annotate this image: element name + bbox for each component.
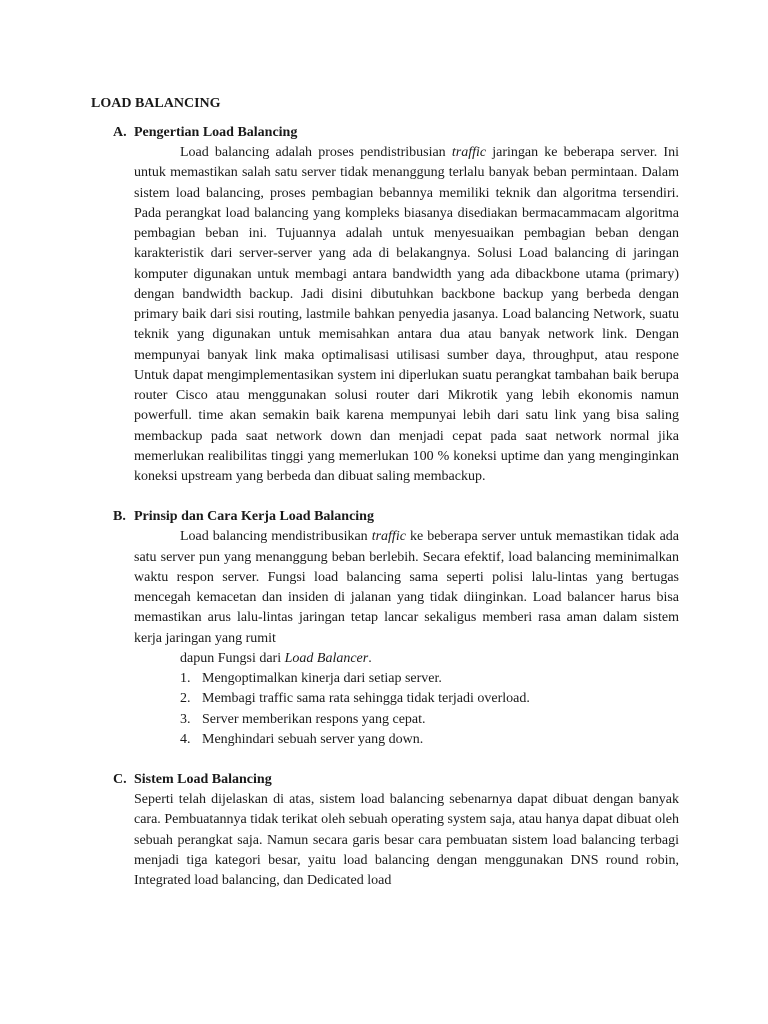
section-c-letter: C. (113, 772, 127, 787)
section-b-sub-lead (134, 649, 679, 669)
section-b-paragraph-text-1: Load balancing mendistribusikan (180, 529, 372, 545)
section-a-heading (91, 123, 679, 143)
section-b-title: Prinsip dan Cara Kerja Load Balancing (134, 509, 374, 525)
section-b-sub-lead-italic: Load Balancer (284, 650, 369, 666)
section-c-title: Sistem Load Balancing (134, 772, 272, 787)
list-item-text: Menghindari sebuah server yang down. (202, 731, 424, 747)
section-c-heading (91, 770, 679, 790)
section-b-sub-lead-text-1: dapun Fungsi dari (180, 650, 285, 666)
section-b-paragraph-italic: traffic (371, 529, 406, 545)
section-a-paragraph-text-2: jaringan ke beberapa server. Ini untuk memastikan salah satu server tidak menanggung terlalu banyak beban permintaan. Dalam sistem load balancing, proses pembagian bebannya memiliki teknik dan algoritma tersendiri. Pada perangkat load balancing yang kompleks biasanya disediakan bermacammacam algoritma pembagian beban ini. Tujuannya adalah untuk menyesuaikan pembagian beban dengan karakteristik dari server-server yang ada di belakangnya. Solusi Load balancing di jaringan komputer digunakan untuk membagi antara bandwidth yang ada dibackbone utama (primary) dengan bandwidth backup. Jadi disini dibutuhkan backbone backup yang berbeda dengan primary baik dari sisi routing, lastmile bahkan penyedia jasanya. Load balancing Network, suatu teknik yang digunakan untuk memisahkan antara dua atau banyak network link. Dengan mempunyai banyak link maka optimalisasi utilisasi sumber daya, throughput, atau respone Untuk dapat mengimplementasikan system ini diperlukan suatu perangkat tambahan baik berupa router Cisco atau menggunakan solusi router dari Mikrotik yang lebih ekonomis namun powerfull. time akan semakin baik karena mempunyai lebih dari satu link yang bisa saling membackup pada saat network down dan menjadi cepat pada saat network normal jika memerlukan realibilitas tinggi yang memerlukan 100 % koneksi uptime dan yang menginginkan koneksi upstream yang berbeda dan dibuat saling membackup. (134, 145, 679, 484)
section-b-sub-lead-text-2: . (368, 650, 372, 666)
list-item-text: Mengoptimalkan kinerja dari setiap server. (202, 671, 442, 686)
list-item (180, 669, 679, 689)
section-c-body (134, 790, 679, 891)
section-a-title: Pengertian Load Balancing (134, 125, 298, 140)
section-b-function-list (134, 669, 679, 750)
section-b-paragraph-text-2: ke beberapa server untuk memastikan tidak ada satu server pun yang menanggung beban berlebih. Secara efektif, load balancing meminimalkan waktu respon server. Fungsi load balancing sama seperti polisi lalu-lintas yang bertugas mencegah kemacetan dan insiden di jalanan yang tidak diinginkan. Load balancer harus bisa memastikan arus lalu-lintas jaringan tetap lancar sekaligus memberi rasa aman dalam sistem kerja jaringan yang rumit (134, 529, 680, 646)
section-a-letter: A. (113, 125, 127, 140)
section-b (91, 507, 679, 750)
list-item (180, 710, 679, 730)
list-item-number: 1. (180, 671, 191, 686)
section-b-heading (91, 507, 679, 527)
section-b-paragraph (134, 527, 679, 649)
list-item-number: 3. (180, 711, 191, 727)
list-item-text: Server memberikan respons yang cepat. (202, 711, 426, 727)
list-item-number: 4. (180, 731, 191, 747)
section-b-letter: B. (113, 509, 126, 525)
section-a (91, 123, 679, 487)
list-item (180, 730, 679, 750)
section-c-paragraph: Seperti telah dijelaskan di atas, sistem load balancing sebenarnya dapat dibuat dengan banyak cara. Pembuatannya tidak terikat oleh sebuah operating system saja, atau hanya dapat dibuat oleh sebuah perangkat saja. Namun secara garis besar cara pembuatan sistem load balancing terbagi menjadi tiga kategori besar, yaitu load balancing dengan menggunakan DNS round robin, Integrated load balancing, dan Dedicated load (134, 792, 679, 888)
list-item-number: 2. (180, 691, 191, 707)
section-a-body (134, 143, 679, 487)
list-item (180, 689, 679, 709)
section-a-paragraph-text-1: Load balancing adalah proses pendistribusian (180, 145, 452, 160)
section-c (91, 770, 679, 891)
document-title: LOAD BALANCING (91, 96, 221, 111)
section-b-body (134, 527, 679, 750)
list-item-text: Membagi traffic sama rata sehingga tidak terjadi overload. (202, 691, 530, 707)
section-a-paragraph (134, 143, 679, 487)
section-a-paragraph-italic: traffic (451, 145, 487, 160)
